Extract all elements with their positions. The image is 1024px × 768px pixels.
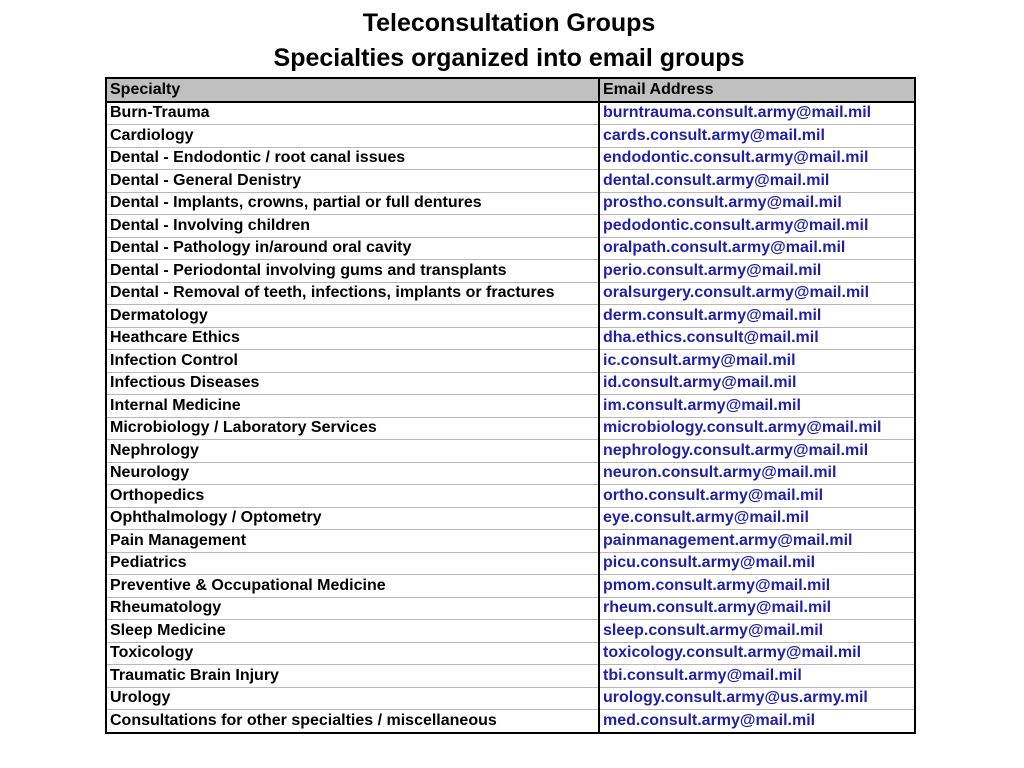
specialty-cell: Consultations for other specialties / miscellaneous — [106, 710, 599, 733]
table-row — [106, 575, 915, 598]
email-address-cell: picu.consult.army@mail.mil — [599, 552, 915, 575]
email-column-header: Email Address — [599, 78, 915, 102]
specialty-cell: Preventive & Occupational Medicine — [106, 575, 599, 598]
specialty-cell: Nephrology — [106, 440, 599, 463]
specialty-cell: Dermatology — [106, 305, 599, 328]
specialty-cell: Infection Control — [106, 350, 599, 373]
page-subtitle: Specialties organized into email groups — [273, 44, 745, 72]
email-address-cell: rheum.consult.army@mail.mil — [599, 597, 915, 620]
email-address-cell: ortho.consult.army@mail.mil — [599, 485, 915, 508]
specialty-cell: Rheumatology — [106, 597, 599, 620]
table-row — [106, 327, 915, 350]
email-groups-table — [105, 77, 916, 734]
specialty-cell: Infectious Diseases — [106, 372, 599, 395]
specialty-cell: Cardiology — [106, 125, 599, 148]
email-address-cell: pedodontic.consult.army@mail.mil — [599, 215, 915, 238]
email-address-cell: im.consult.army@mail.mil — [599, 395, 915, 418]
email-address-cell: prostho.consult.army@mail.mil — [599, 192, 915, 215]
specialty-cell: Dental - Involving children — [106, 215, 599, 238]
specialty-cell: Pediatrics — [106, 552, 599, 575]
table-body — [106, 102, 915, 733]
specialty-column-header: Specialty — [106, 78, 599, 102]
table-row — [106, 710, 915, 733]
email-address-cell: eye.consult.army@mail.mil — [599, 507, 915, 530]
email-address-cell: cards.consult.army@mail.mil — [599, 125, 915, 148]
email-address-cell: oralpath.consult.army@mail.mil — [599, 237, 915, 260]
table-row — [106, 192, 915, 215]
specialty-cell: Microbiology / Laboratory Services — [106, 417, 599, 440]
specialty-cell: Pain Management — [106, 530, 599, 553]
table-row — [106, 372, 915, 395]
email-address-cell: tbi.consult.army@mail.mil — [599, 665, 915, 688]
table-row — [106, 260, 915, 283]
title-block — [0, 6, 1018, 75]
email-address-cell: urology.consult.army@us.army.mil — [599, 687, 915, 710]
table-row — [106, 215, 915, 238]
email-address-cell: derm.consult.army@mail.mil — [599, 305, 915, 328]
specialty-cell: Burn-Trauma — [106, 102, 599, 125]
table-row — [106, 687, 915, 710]
table-row — [106, 305, 915, 328]
email-address-cell: dental.consult.army@mail.mil — [599, 170, 915, 193]
specialty-cell: Dental - General Denistry — [106, 170, 599, 193]
email-address-cell: dha.ethics.consult@mail.mil — [599, 327, 915, 350]
table-row — [106, 147, 915, 170]
email-address-cell: id.consult.army@mail.mil — [599, 372, 915, 395]
email-address-cell: nephrology.consult.army@mail.mil — [599, 440, 915, 463]
email-address-cell: pmom.consult.army@mail.mil — [599, 575, 915, 598]
email-address-cell: endodontic.consult.army@mail.mil — [599, 147, 915, 170]
specialty-cell: Traumatic Brain Injury — [106, 665, 599, 688]
table-row — [106, 642, 915, 665]
table-row — [106, 485, 915, 508]
specialty-cell: Orthopedics — [106, 485, 599, 508]
email-address-cell: sleep.consult.army@mail.mil — [599, 620, 915, 643]
table-row — [106, 440, 915, 463]
specialty-cell: Dental - Pathology in/around oral cavity — [106, 237, 599, 260]
table-row — [106, 125, 915, 148]
table-row — [106, 597, 915, 620]
specialty-cell: Dental - Implants, crowns, partial or full dentures — [106, 192, 599, 215]
specialty-cell: Internal Medicine — [106, 395, 599, 418]
table-row — [106, 102, 915, 125]
table-row — [106, 282, 915, 305]
table-row — [106, 395, 915, 418]
table-row — [106, 507, 915, 530]
specialty-cell: Dental - Removal of teeth, infections, implants or fractures — [106, 282, 599, 305]
table-header-row — [106, 78, 915, 102]
table-row — [106, 552, 915, 575]
table-row — [106, 665, 915, 688]
email-address-cell: painmanagement.army@mail.mil — [599, 530, 915, 553]
email-address-cell: burntrauma.consult.army@mail.mil — [599, 102, 915, 125]
table-row — [106, 462, 915, 485]
specialty-cell: Dental - Periodontal involving gums and transplants — [106, 260, 599, 283]
email-address-cell: perio.consult.army@mail.mil — [599, 260, 915, 283]
email-address-cell: oralsurgery.consult.army@mail.mil — [599, 282, 915, 305]
table-row — [106, 170, 915, 193]
table-row — [106, 530, 915, 553]
specialty-cell: Sleep Medicine — [106, 620, 599, 643]
page-title: Teleconsultation Groups — [362, 9, 656, 37]
specialty-cell: Ophthalmology / Optometry — [106, 507, 599, 530]
table-row — [106, 237, 915, 260]
email-address-cell: toxicology.consult.army@mail.mil — [599, 642, 915, 665]
specialty-cell: Neurology — [106, 462, 599, 485]
specialty-cell: Urology — [106, 687, 599, 710]
email-address-cell: neuron.consult.army@mail.mil — [599, 462, 915, 485]
email-address-cell: med.consult.army@mail.mil — [599, 710, 915, 733]
specialty-cell: Heathcare Ethics — [106, 327, 599, 350]
table-row — [106, 620, 915, 643]
email-address-cell: microbiology.consult.army@mail.mil — [599, 417, 915, 440]
table-row — [106, 417, 915, 440]
specialty-cell: Dental - Endodontic / root canal issues — [106, 147, 599, 170]
table-row — [106, 350, 915, 373]
specialty-cell: Toxicology — [106, 642, 599, 665]
email-address-cell: ic.consult.army@mail.mil — [599, 350, 915, 373]
